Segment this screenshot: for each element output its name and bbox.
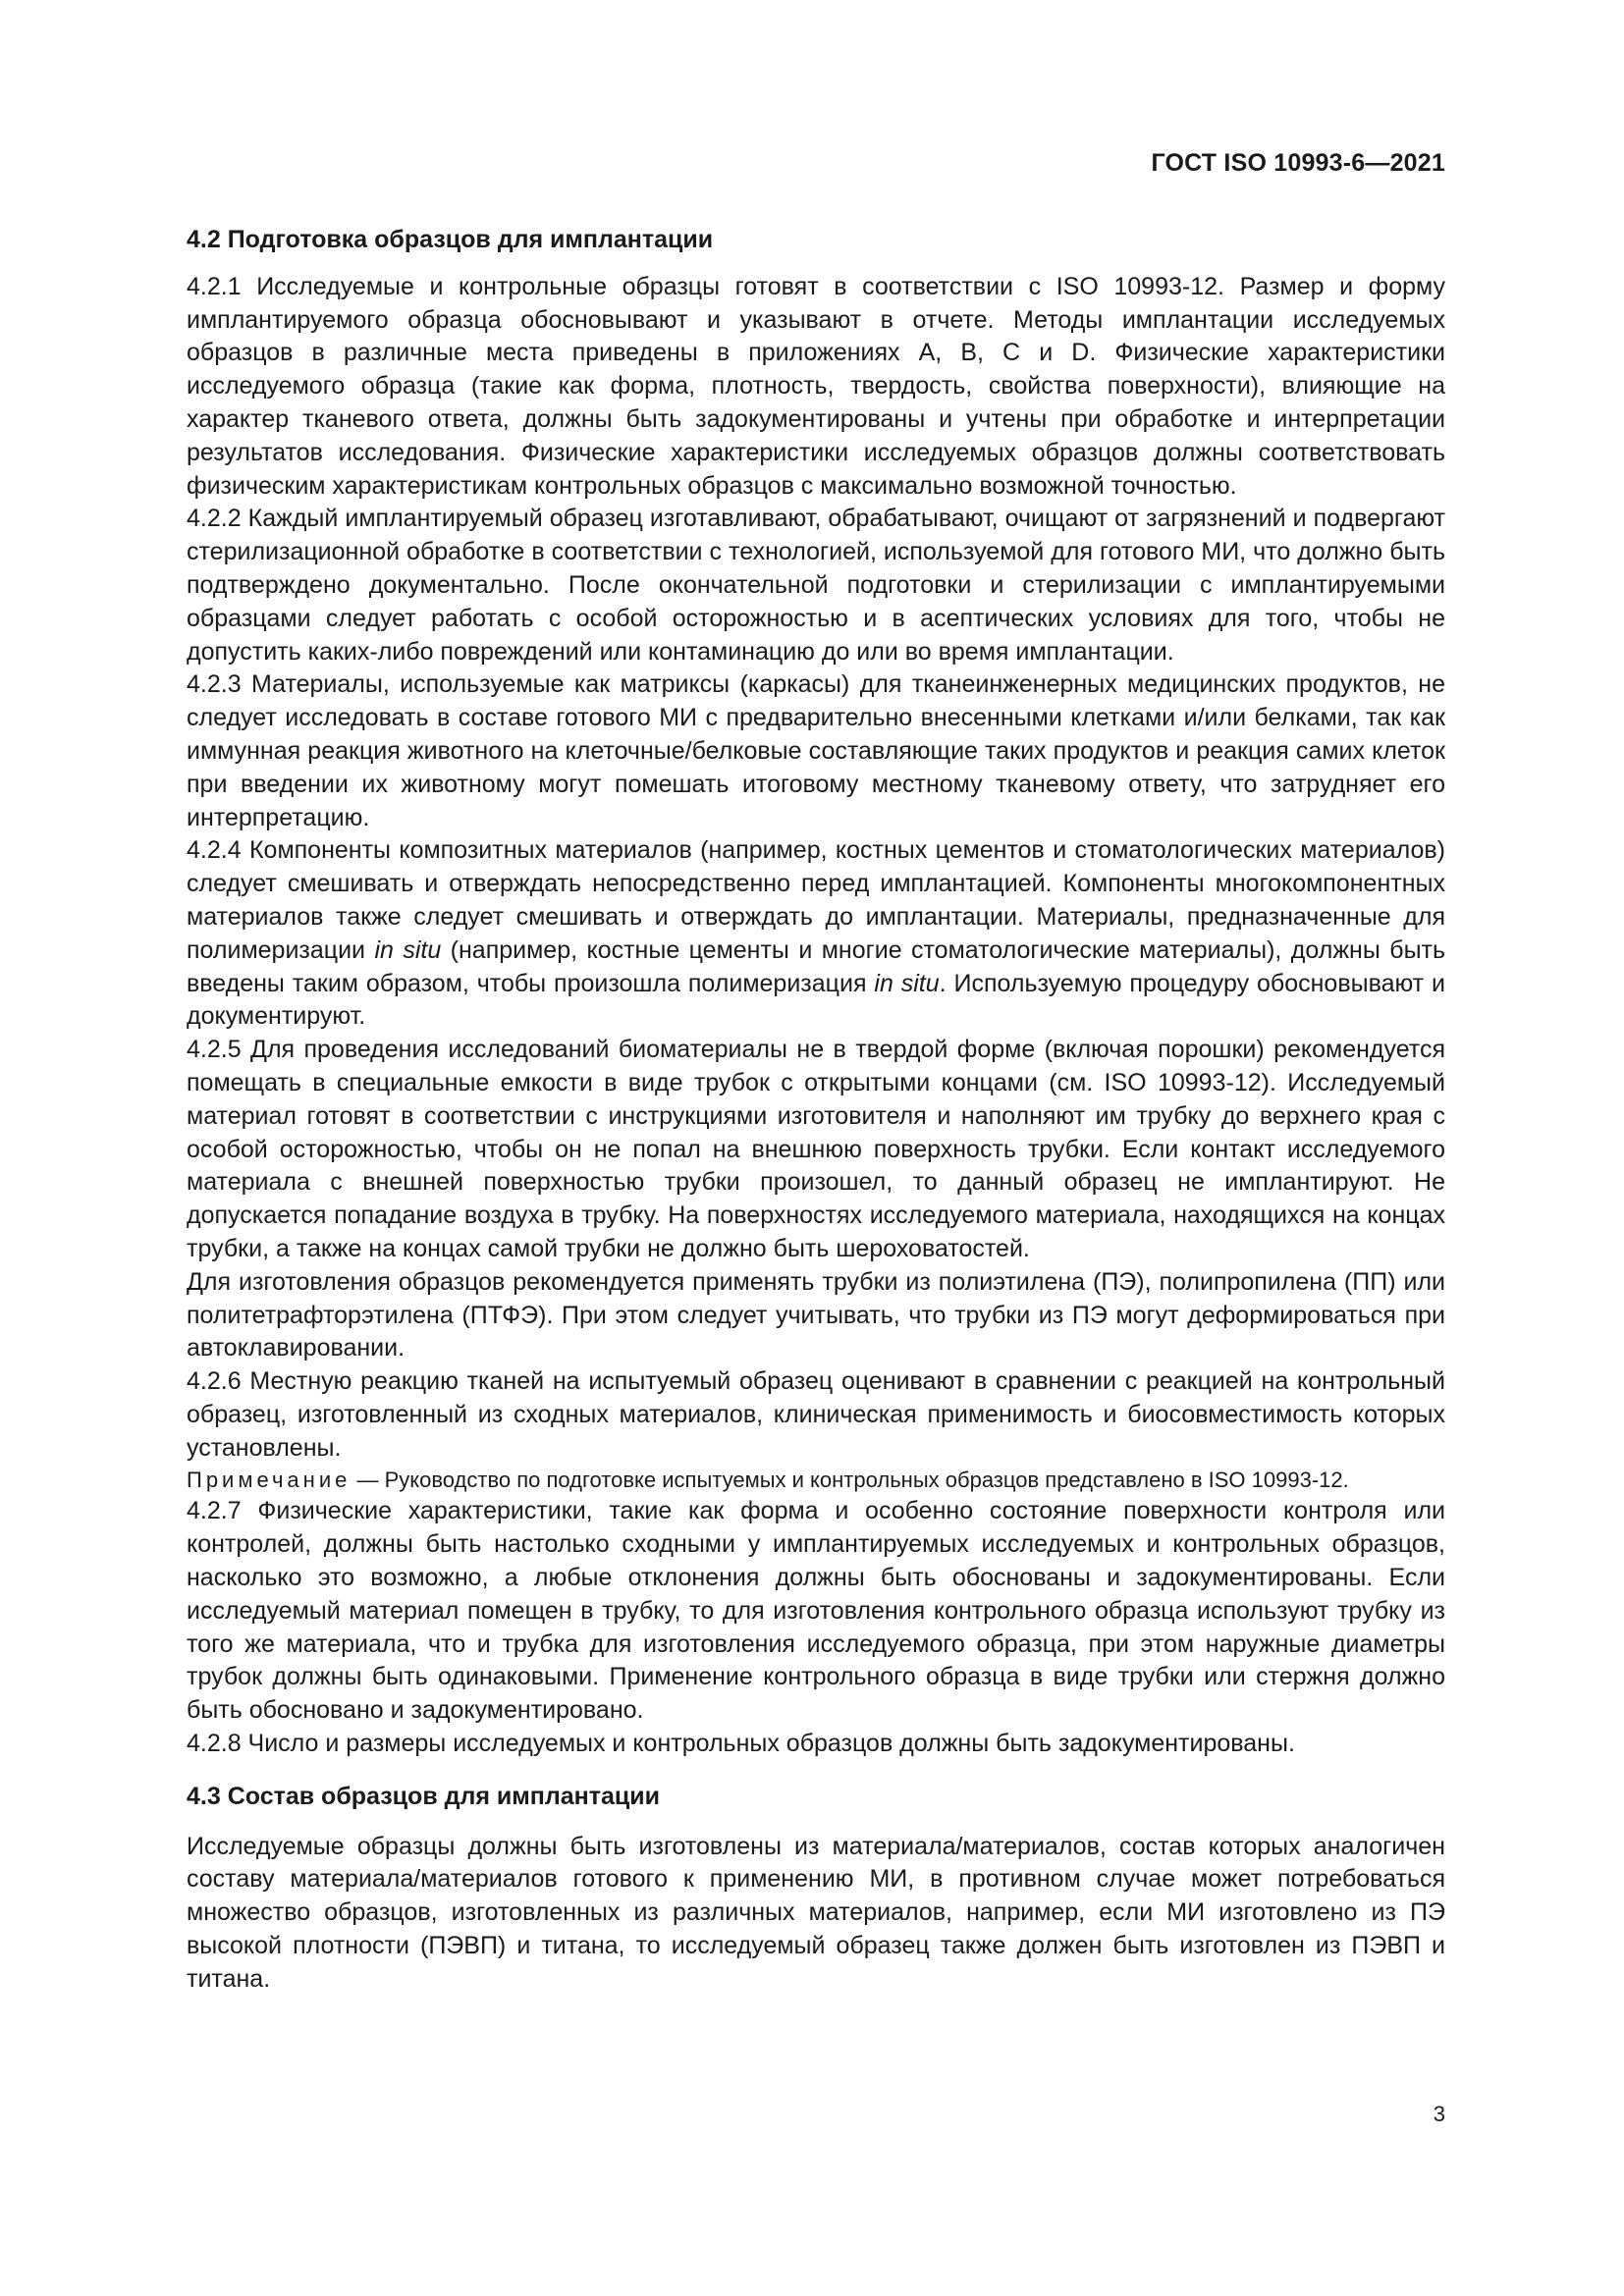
paragraph-4-2-4-part-b: (например, костные цементы и многие стоматологические материалы), должны быть введены таким образом, чтобы произошла полимеризация (187, 935, 1446, 997)
document-header: ГОСТ ISO 10993-6—2021 (1151, 149, 1445, 177)
page-content (180, 224, 1445, 1997)
paragraph-4-2-5-tubes: Для изготовления образцов рекомендуется применять трубки из полиэтилена (ПЭ), полипропилена (ПП) или политетрафторэтилена (ПТФЭ). При этом следует учитывать, что трубки из ПЭ могут деформироваться при автоклавировании. (187, 1267, 1445, 1362)
paragraph-4-2-2: 4.2.2 Каждый имплантируемый образец изготавливают, обрабатывают, очищают от загрязнений и подвергают стерилизационной обработке в соответствии с технологией, используемой для готового МИ, что должно быть подтверждено документально. После окончательной подготовки и стерилизации с имплантируемыми образцами следует работать с особой осторожностью и в асептических условиях для того, чтобы не допустить каких-либо повреждений или контаминацию до или во время имплантации. (187, 505, 1445, 666)
paragraph-4-2-8: 4.2.8 Число и размеры исследуемых и контрольных образцов должны быть задокументированы. (187, 1730, 1295, 1758)
note-label: Примечание (187, 1468, 352, 1493)
page-number: 3 (1433, 2102, 1445, 2126)
paragraph-4-3: Исследуемые образцы должны быть изготовлены из материала/материалов, состав которых аналогичен составу материала/материалов готового к применению МИ, в противном случае может потребоваться множество образцов, изготовленных из различных материалов, например, если МИ изготовлено из ПЭ высокой плотности (ПЭВП) и титана, то исследуемый образец также должен быть изготовлен из ПЭВП и титана. (187, 1832, 1445, 1993)
note (180, 1465, 1445, 1495)
paragraph-4-2-3: 4.2.3 Материалы, используемые как матриксы (каркасы) для тканеинженерных медицинских продуктов, не следует исследовать в составе готового МИ с предварительно внесенными клетками и/или белками, так как иммунная реакция животного на клеточные/белковые составляющие таких продуктов и реакция самих клеток при введении их животному могут помешать итоговому местному тканевому ответу, что затрудняет его интерпретацию. (187, 670, 1445, 831)
paragraph-4-2-4-part-c: . Используемую процедуру обосновывают и документируют. (187, 969, 1446, 1031)
section-4-2-title: 4.2 Подготовка образцов для имплантации (187, 226, 714, 253)
paragraph-4-2-6: 4.2.6 Местную реакцию тканей на испытуемый образец оценивают в сравнении с реакцией на контрольный образец, изготовленный из сходных материалов, клиническая применимость и биосовместимость которых установлены. (187, 1367, 1445, 1462)
paragraph-4-2-7: 4.2.7 Физические характеристики, такие как форма и особенно состояние поверхности контроля или контролей, должны быть настолько сходными у имплантируемых исследуемых и контрольных образцов, насколько это возможно, а любые отклонения должны быть обоснованы и задокументированы. Если исследуемый материал помещен в трубку, то для изготовления контрольного образца используют трубку из того же материала, что и трубка для изготовления исследуемого образца, при этом наружные диаметры трубок должны быть одинаковыми. Применение контрольного образца в виде трубки или стержня должно быть обосновано и задокументировано. (187, 1497, 1445, 1725)
paragraph-4-2-4 (180, 834, 1445, 1034)
note-text: — Руководство по подготовке испытуемых и контрольных образцов представлено в ISO 10993-12. (351, 1468, 1349, 1493)
paragraph-4-2-5: 4.2.5 Для проведения исследований биоматериалы не в твердой форме (включая порошки) рекомендуется помещать в специальные емкости в виде трубок с открытыми концами (см. ISO 10993-12). Исследуемый материал готовят в соответствии с инструкциями изготовителя и наполняют им трубку до верхнего края с особой осторожностью, чтобы он не попал на внешнюю поверхность трубки. Если контакт исследуемого материала с внешней поверхностью трубки произошел, то данный образец не имплантируют. Не допускается попадание воздуха в трубку. На поверхностях исследуемого материала, находящихся на концах трубки, а также на концах самой трубки не должно быть шероховатостей. (187, 1036, 1445, 1262)
section-4-3-title: 4.3 Состав образцов для имплантации (187, 1782, 661, 1810)
paragraph-4-2-4-part-a: 4.2.4 Компоненты композитных материалов (например, костных цементов и стоматологических материалов) следует смешивать и отверждать непосредственно перед имплантацией. Компоненты многокомпонентных материалов также следует смешивать и отверждать до имплантации. Материалы, предназначенные для полимеризации (187, 836, 1445, 964)
paragraph-4-2-1: 4.2.1 Исследуемые и контрольные образцы готовят в соответствии с ISO 10993-12. Размер и форму имплантируемого образца обосновывают и указывают в отчете. Методы имплантации исследуемых образцов в различные места приведены в приложениях А, В, С и D. Физические характеристики исследуемого образца (такие как форма, плотность, твердость, свойства поверхности), влияющие на характер тканевого ответа, должны быть задокументированы и учтены при обработке и интерпретации результатов исследования. Физические характеристики исследуемых образцов должны соответствовать физическим характеристикам контрольных образцов с максимально возможной точностью. (187, 272, 1445, 500)
in-situ-term: in situ (374, 935, 442, 964)
in-situ-term: in situ (874, 969, 940, 997)
